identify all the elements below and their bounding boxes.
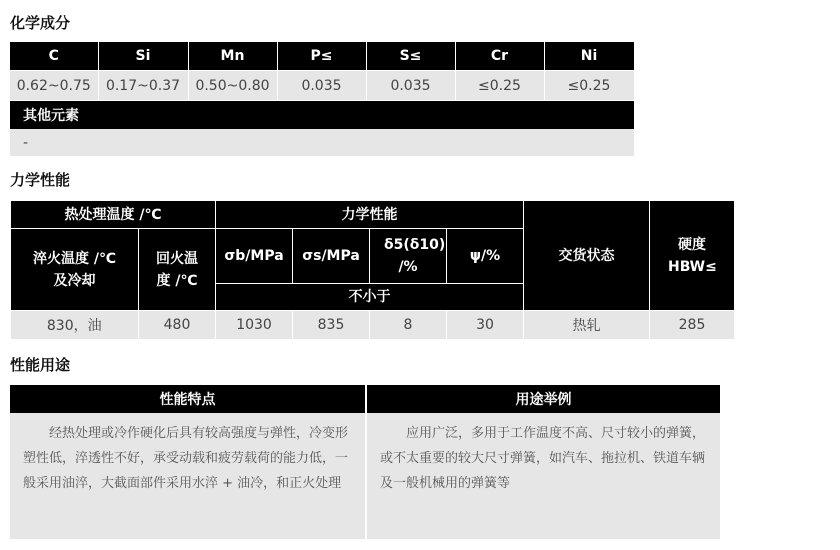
header-delta: δ5(δ10) /% xyxy=(370,229,447,284)
header-features: 性能特点 xyxy=(10,385,366,413)
header-s: S≤ xyxy=(366,42,455,71)
header-si: Si xyxy=(98,42,188,71)
other-elements-value: - xyxy=(10,129,634,156)
chemical-composition-table xyxy=(10,42,635,156)
table-header-row xyxy=(10,385,721,413)
header-not-less-than: 不小于 xyxy=(216,284,524,311)
header-heat-treatment: 热处理温度 /℃ xyxy=(11,201,216,229)
value-ni: ≤0.25 xyxy=(544,71,634,101)
value-psi: 30 xyxy=(447,311,524,340)
header-psi: ψ/% xyxy=(447,229,524,284)
value-p: 0.035 xyxy=(277,71,366,101)
header-ni: Ni xyxy=(544,42,634,71)
header-delivery-state: 交货状态 xyxy=(524,201,650,311)
table-header-row xyxy=(11,201,735,229)
header-hardness: 硬度 HBW≤ xyxy=(650,201,735,311)
section-title-mechanical: 力学性能 xyxy=(10,171,71,189)
table-header-row xyxy=(10,42,634,71)
value-sigma-b: 1030 xyxy=(216,311,293,340)
header-uses: 用途举例 xyxy=(366,385,721,413)
value-si: 0.17~0.37 xyxy=(98,71,188,101)
value-hardness: 285 xyxy=(650,311,735,340)
value-mn: 0.50~0.80 xyxy=(188,71,277,101)
header-mn: Mn xyxy=(188,42,277,71)
uses-text: 应用广泛，多用于工作温度不高、尺寸较小的弹簧，或不太重要的较大尺寸弹簧，如汽车、拖拉机、铁道车辆及一般机械用的弹簧等 xyxy=(380,426,706,491)
header-p: P≤ xyxy=(277,42,366,71)
value-delta: 8 xyxy=(370,311,447,340)
value-s: 0.035 xyxy=(366,71,455,101)
value-cr: ≤0.25 xyxy=(455,71,544,101)
header-temper-temp: 回火温度 /℃ xyxy=(139,229,216,311)
section-title-chemical: 化学成分 xyxy=(10,14,71,32)
uses-cell xyxy=(366,413,721,539)
header-mechanical-props: 力学性能 xyxy=(216,201,524,229)
other-elements-header-row xyxy=(10,101,634,130)
header-quench-temp: 淬火温度 /℃ 及冷却 xyxy=(11,229,139,311)
features-text: 经热处理或冷作硬化后具有较高强度与弹性，冷变形塑性低，淬透性不好，承受动载和疲劳载荷的能力低，一般采用油淬，大截面部件采用水淬 + 油冷，和正火处理 xyxy=(23,426,349,491)
value-delivery: 热轧 xyxy=(524,311,650,340)
value-quench: 830，油 xyxy=(11,311,139,340)
header-sigma-b: σb/MPa xyxy=(216,229,293,284)
mechanical-properties-table xyxy=(10,200,735,339)
other-elements-value-row xyxy=(10,129,634,156)
usage-table xyxy=(10,385,722,539)
table-row xyxy=(11,311,735,340)
section-title-usage: 性能用途 xyxy=(10,356,71,374)
header-cr: Cr xyxy=(455,42,544,71)
table-row xyxy=(10,413,721,539)
header-c: C xyxy=(10,42,98,71)
table-row xyxy=(10,71,634,101)
value-temper: 480 xyxy=(139,311,216,340)
header-sigma-s: σs/MPa xyxy=(293,229,370,284)
other-elements-label: 其他元素 xyxy=(10,101,634,130)
features-cell xyxy=(10,413,366,539)
value-c: 0.62~0.75 xyxy=(10,71,98,101)
value-sigma-s: 835 xyxy=(293,311,370,340)
